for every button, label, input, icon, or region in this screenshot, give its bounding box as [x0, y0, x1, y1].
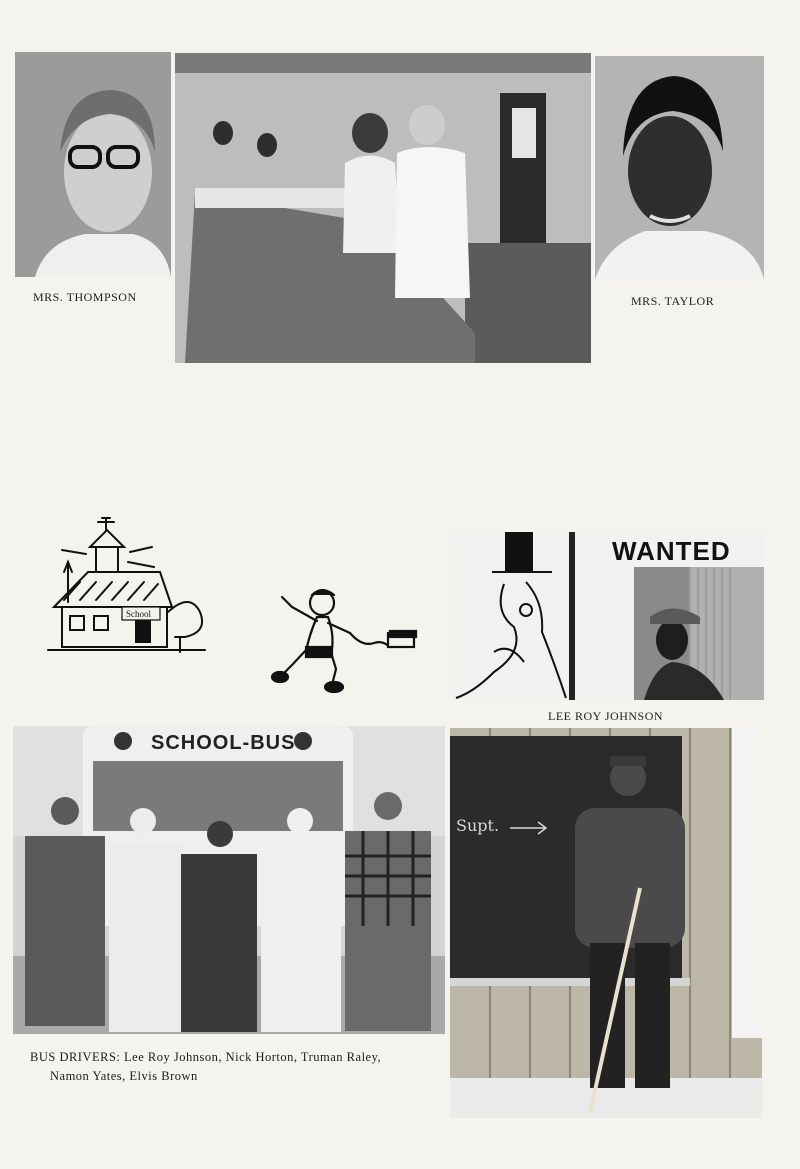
thompson-caption: MRS. THOMPSON: [33, 290, 137, 304]
bus-drivers-caption: [30, 1048, 381, 1086]
bus-drivers-photo: [13, 726, 445, 1034]
kitchen-photo: [175, 53, 591, 363]
wanted-photo: [454, 532, 764, 700]
bus-caption-line2: Namon Yates, Elvis Brown: [50, 1069, 198, 1083]
wanted-sign-text: WANTED: [612, 536, 731, 566]
taylor-photo: [595, 56, 764, 280]
chalkboard-text: Supt.: [456, 816, 500, 835]
schoolhouse-illustration: [40, 512, 210, 657]
bus-sign-text: SCHOOL-BUS: [151, 732, 296, 754]
chalkboard-photo: [450, 728, 762, 1118]
thompson-photo: [15, 52, 171, 277]
schoolhouse-sign: School: [126, 609, 152, 619]
taylor-caption: MRS. TAYLOR: [631, 294, 715, 308]
running-boy-illustration: [262, 585, 422, 695]
wanted-caption: LEE ROY JOHNSON: [548, 709, 664, 723]
bus-caption-line1: BUS DRIVERS: Lee Roy Johnson, Nick Horton, Truman Raley,: [30, 1050, 382, 1064]
